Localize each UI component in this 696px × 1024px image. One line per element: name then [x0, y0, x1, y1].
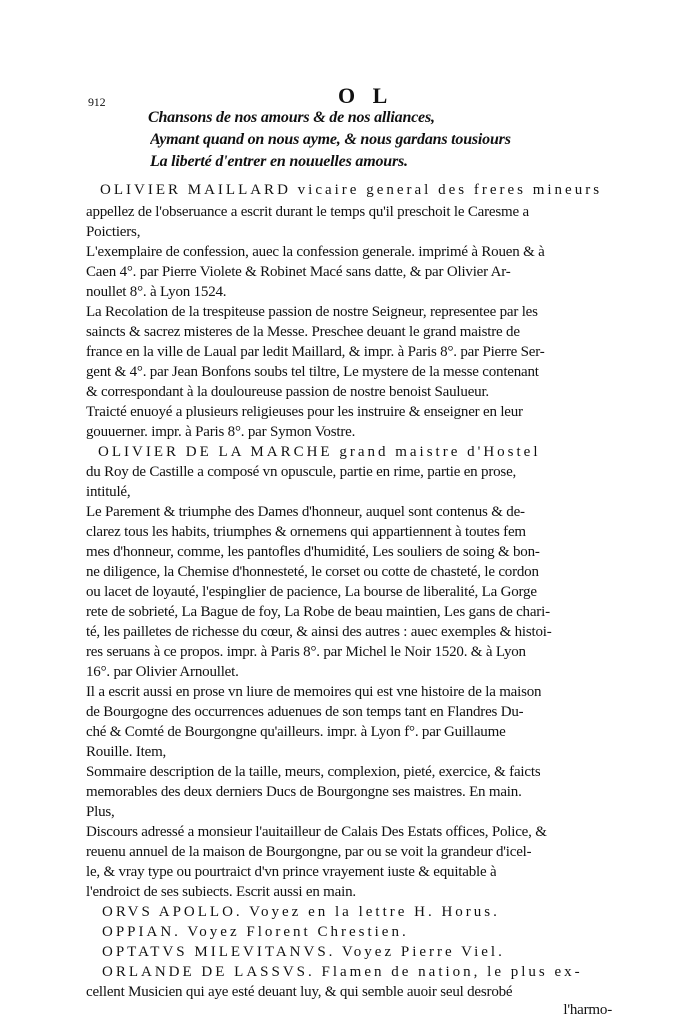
text-line: Discours adressé a monsieur l'auitailleur de Calais Des Estats offices, Police, &	[86, 824, 547, 840]
text-line: Caen 4°. par Pierre Violete & Robinet Macé sans datte, & par Olivier Ar-	[86, 264, 511, 280]
catchword: l'harmo-	[563, 1002, 612, 1018]
text-line: memorables des deux derniers Ducs de Bourgongne ses maistres. En main.	[86, 784, 522, 800]
text-line: Sommaire description de la taille, meurs, complexion, pieté, exercice, & faicts	[86, 764, 541, 780]
text-line: l'endroict de ses subiects. Escrit aussi en main.	[86, 884, 356, 900]
text-line: Il a escrit aussi en prose vn liure de memoires qui est vne histoire de la maison	[86, 684, 542, 700]
text-line: Poictiers,	[86, 224, 141, 240]
verse-line: La liberté d'entrer en nouuelles amours.	[150, 153, 408, 170]
text-line: de Bourgogne des occurrences aduenues de son temps tant en Flandres Du-	[86, 704, 524, 720]
text-line: La Recolation de la trespiteuse passion de nostre Seigneur, representee par les	[86, 304, 538, 320]
text-line: intitulé,	[86, 484, 131, 500]
text-line: 16°. par Olivier Arnoullet.	[86, 664, 239, 680]
text-line: france en la ville de Laual par ledit Maillard, & impr. à Paris 8°. par Pierre Ser-	[86, 344, 545, 360]
text-line: reuenu annuel de la maison de Bourgongne, par ou se voit la grandeur d'icel-	[86, 844, 532, 860]
text-line: L'exemplaire de confession, auec la confession generale. imprimé à Rouen & à	[86, 244, 545, 260]
text-line: res seruans à ce propos. impr. à Paris 8°. par Michel le Noir 1520. & à Lyon	[86, 644, 526, 660]
text-line: noullet 8°. à Lyon 1524.	[86, 284, 227, 300]
text-line: appellez de l'obseruance a escrit durant le temps qu'il preschoit le Caresme a	[86, 204, 529, 220]
text-line: cellent Musicien qui aye esté deuant luy, & qui semble auoir seul desrobé	[86, 984, 513, 1000]
running-head: O L	[338, 86, 394, 106]
text-line: ne diligence, la Chemise d'honnesteté, le corset ou cotte de chasteté, le cordon	[86, 564, 539, 580]
entry-heading: OLIVIER DE LA MARCHE grand maistre d'Hostel	[98, 444, 541, 460]
text-line: té, les pailletes de richesse du cœur, & ainsi des autres : auec exemples & histoi-	[86, 624, 552, 640]
verse-line: Chansons de nos amours & de nos alliances,	[148, 109, 435, 126]
text-line: ou lacet de loyauté, l'espinglier de pacience, La bourse de liberalité, La Gorge	[86, 584, 537, 600]
text-line: le, & vray type ou pourtraict d'vn prince vrayement iuste & equitable à	[86, 864, 497, 880]
entry-heading: ORLANDE DE LASSVS. Flamen de nation, le plus ex-	[102, 964, 583, 980]
text-line: saincts & sacrez misteres de la Messe. Preschee deuant le grand maistre de	[86, 324, 520, 340]
text-line: clarez tous les habits, triumphes & ornemens qui appartiennent à toutes fem	[86, 524, 526, 540]
text-line: gent & 4°. par Jean Bonfons soubs tel tiltre, Le mystere de la messe contenant	[86, 364, 539, 380]
text-line: Rouille. Item,	[86, 744, 167, 760]
page-number: 912	[88, 95, 106, 109]
text-line: Traicté enuoyé a plusieurs religieuses pour les instruire & enseigner en leur	[86, 404, 523, 420]
entry-heading: OPPIAN. Voyez Florent Chrestien.	[102, 924, 409, 940]
text-line: mes d'honneur, comme, les pantofles d'humidité, Les souliers de soing & bon-	[86, 544, 540, 560]
text-line: du Roy de Castille a composé vn opuscule, partie en rime, partie en prose,	[86, 464, 517, 480]
text-line: rete de sobrieté, La Bague de foy, La Robe de beau maintien, Les gans de chari-	[86, 604, 550, 620]
text-line: ché & Comté de Bourgongne qu'ailleurs. impr. à Lyon f°. par Guillaume	[86, 724, 506, 740]
text-line: Plus,	[86, 804, 115, 820]
text-line: gouuerner. impr. à Paris 8°. par Symon Vostre.	[86, 424, 356, 440]
verse-line: Aymant quand on nous ayme, & nous gardans tousiours	[150, 131, 511, 148]
text-line: & correspondant à la douloureuse passion de nostre benoist Saulueur.	[86, 384, 489, 400]
text-line: Le Parement & triumphe des Dames d'honneur, auquel sont contenus & de-	[86, 504, 525, 520]
entry-heading: OLIVIER MAILLARD vicaire general des freres mineurs	[100, 182, 603, 198]
entry-heading: ORVS APOLLO. Voyez en la lettre H. Horus.	[102, 904, 500, 920]
entry-heading: OPTATVS MILEVITANVS. Voyez Pierre Viel.	[102, 944, 505, 960]
